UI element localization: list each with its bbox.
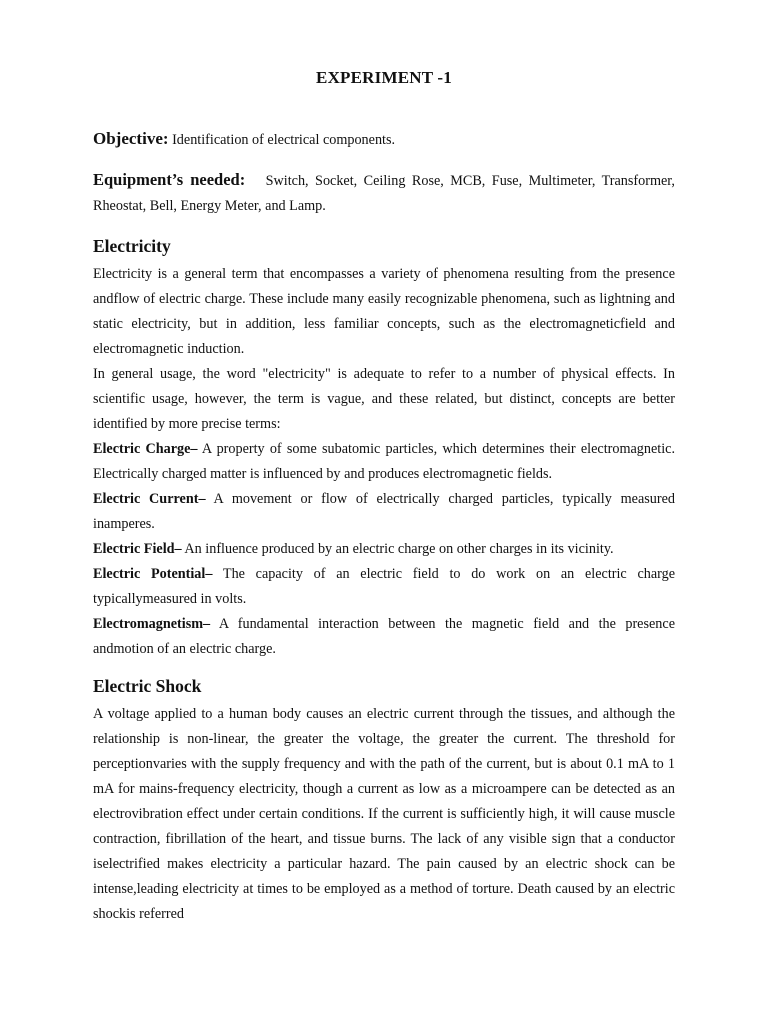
term-text: A movement or flow of electrically charged particles, typically measured inamperes. — [93, 491, 675, 532]
objective-line — [93, 126, 675, 153]
electric-shock-paragraph: A voltage applied to a human body causes an electric current through the tissues, and although the relationship is non-linear, the greater the voltage, the greater the current. The threshold for perceptionvaries with the supply frequency and with the path of the current, but is about 0.1 mA to 1 mA for mains-frequency electricity, though a current as low as a microampere can be detected as an electrovibration effect under certain conditions. If the current is sufficiently high, it will cause muscle contraction, fibrillation of the heart, and tissue burns. The lack of any visible sign that a conductor iselectrified makes electricity a particular hazard. The pain caused by an electric shock can be intense,leading electricity at times to be employed as a method of torture. Death caused by an electric shockis referred — [93, 706, 675, 922]
electricity-paragraph-1: Electricity is a general term that encompasses a variety of phenomena resulting from the presence andflow of electric charge. These include many easily recognizable phenomena, such as lightning and static electricity, but in addition, less familiar concepts, such as the electromagneticfield and electromagnetic induction. — [93, 266, 675, 357]
objective-label: Objective: — [93, 129, 169, 148]
term-label: Electric Charge– — [93, 441, 198, 457]
equipment-label: Equipment’s needed: — [93, 170, 246, 189]
section-heading-electricity: Electricity — [93, 236, 171, 256]
page-title: EXPERIMENT -1 — [316, 68, 452, 87]
term-definition — [93, 537, 675, 562]
term-text: A fundamental interaction between the magnetic field and the presence andmotion of an electric charge. — [93, 616, 675, 657]
equipment-text: Switch, Socket, Ceiling Rose, MCB, Fuse, Multimeter, Transformer, Rheostat, Bell, Energy Meter, and Lamp. — [93, 173, 675, 214]
term-text: An influence produced by an electric charge on other charges in its vicinity. — [181, 541, 614, 557]
term-text: A property of some subatomic particles, which determines their electromagnetic. Electrically charged matter is influenced by and produces electromagnetic fields. — [93, 441, 675, 482]
term-label: Electric Current– — [93, 491, 206, 507]
electricity-paragraph-2: In general usage, the word "electricity" is adequate to refer to a number of physical effects. In scientific usage, however, the term is vague, and these related, but distinct, concepts are better identified by more precise terms: — [93, 366, 675, 432]
term-text: The capacity of an electric field to do work on an electric charge typicallymeasured in volts. — [93, 566, 675, 607]
term-label: Electromagnetism– — [93, 616, 211, 632]
equipment-line — [93, 167, 675, 219]
term-definition — [93, 612, 675, 662]
objective-text: Identification of electrical components. — [172, 132, 396, 148]
term-definition — [93, 487, 675, 537]
section-heading-electric-shock: Electric Shock — [93, 676, 202, 696]
term-label: Electric Field– — [93, 541, 182, 557]
term-label: Electric Potential– — [93, 566, 213, 582]
term-definition — [93, 437, 675, 487]
term-definition — [93, 562, 675, 612]
